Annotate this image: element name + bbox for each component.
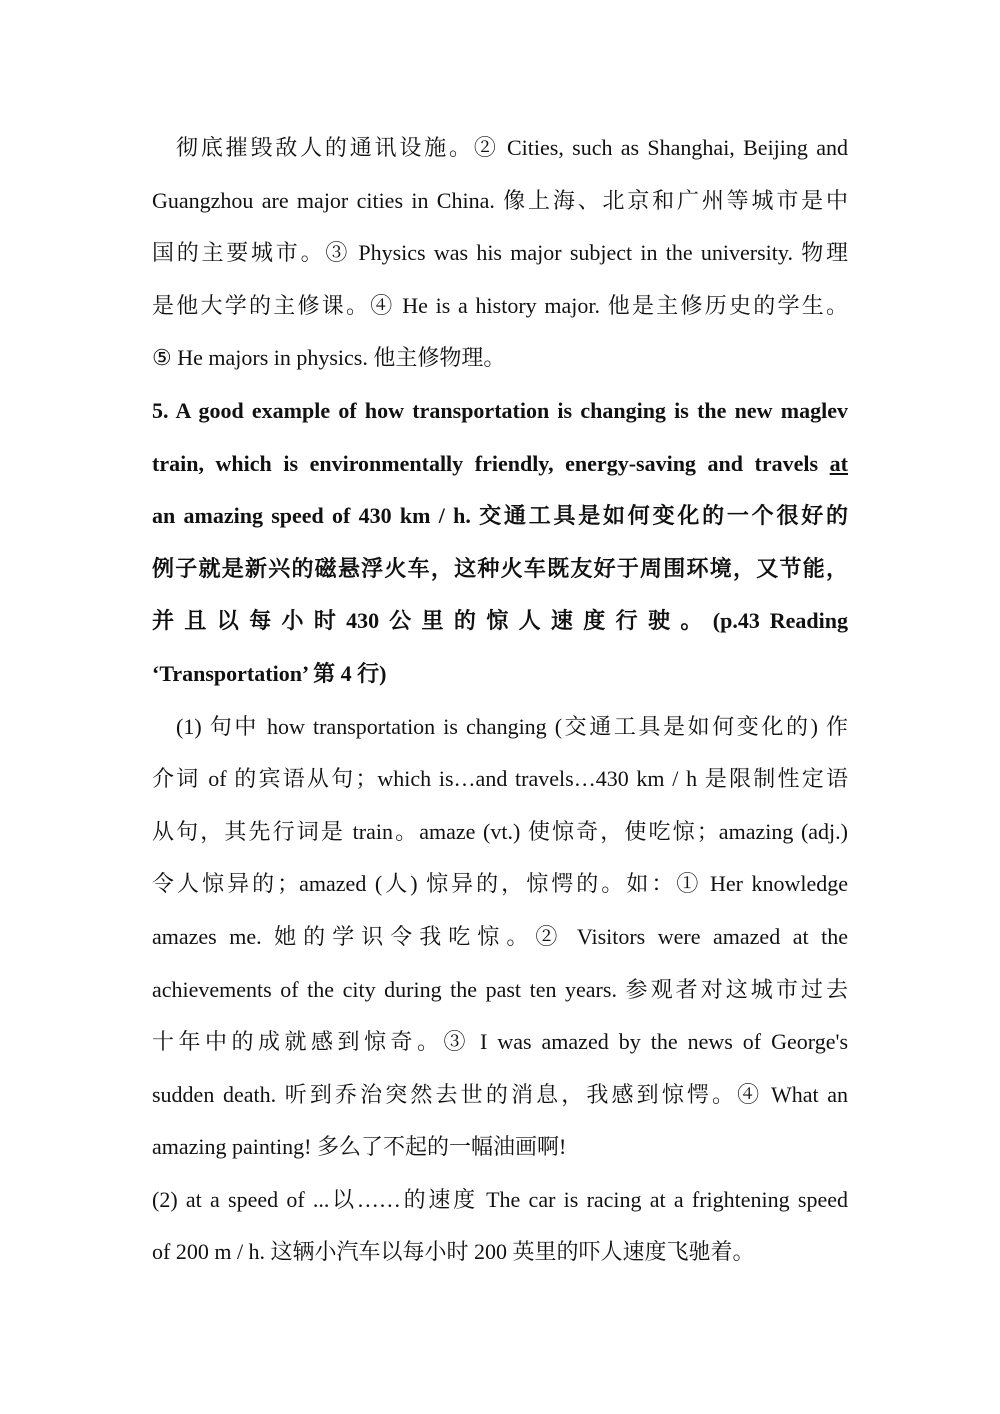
text-line-1: 彻底摧毁敌人的通讯设施。② Cities, such as Shanghai, Beijing and xyxy=(176,135,848,160)
heading-line-3: an amazing speed of 430 km / h. 交通工具是如何变化的一个很好的 xyxy=(152,503,848,529)
text-line-14: amazing painting! 多么了不起的一幅油画啊! xyxy=(152,1134,567,1160)
text-line-5: ⑤ He majors in physics. 他主修物理。 xyxy=(152,345,506,371)
text-line-11: achievements of the city during the past ten years. 参观者对这城市过去 xyxy=(152,976,848,1002)
text-line-9: 令人惊异的；amazed (人) 惊异的，惊愕的。如：① Her knowledge xyxy=(152,871,848,897)
text-line-10: amazes me. 她的学识令我吃惊。② Visitors were amazed at the xyxy=(152,923,848,949)
heading-line-1: 5. A good example of how transportation is changing is the new maglev xyxy=(152,397,848,423)
underlined-at: at xyxy=(829,450,848,476)
text-line-4: 是他大学的主修课。④ He is a history major. 他是主修历史的学生。 xyxy=(152,292,848,318)
text-line-2: Guangzhou are major cities in China. 像上海、北京和广州等城市是中 xyxy=(152,187,848,213)
text-line-3: 国的主要城市。③ Physics was his major subject in the university. 物理 xyxy=(152,240,848,266)
text-line-16: of 200 m / h. 这辆小汽车以每小时 200 英里的吓人速度飞驰着。 xyxy=(152,1239,755,1265)
text-line-7: 介词 of 的宾语从句；which is…and travels…430 km / h 是限制性定语 xyxy=(152,766,848,792)
text-line-6: (1) 句中 how transportation is changing (交通工具是如何变化的) 作 xyxy=(176,713,848,739)
text-line-13: sudden death. 听到乔治突然去世的消息，我感到惊愕。④ What an xyxy=(152,1081,848,1107)
heading-line-5: 并 且 以 每 小 时 430 公 里 的 惊 人 速 度 行 驶 。 (p.43 Reading xyxy=(152,608,848,634)
text-line-8: 从句，其先行词是 train。amaze (vt.) 使惊奇，使吃惊；amazing (adj.) xyxy=(152,818,848,844)
heading-line-2 xyxy=(152,438,848,491)
text-line-15: (2) at a speed of ...以……的速度 The car is racing at a frightening speed xyxy=(152,1186,848,1212)
heading-line-2-text: train, which is environmentally friendly, energy-saving and travels xyxy=(152,450,830,476)
heading-line-4: 例子就是新兴的磁悬浮火车，这种火车既友好于周围环境，又节能， xyxy=(152,555,848,581)
text-line-12: 十年中的成就感到惊奇。③ I was amazed by the news of George's xyxy=(152,1029,848,1055)
heading-line-6: ‘Transportation’ 第 4 行) xyxy=(152,660,387,686)
document-page xyxy=(152,122,848,1279)
